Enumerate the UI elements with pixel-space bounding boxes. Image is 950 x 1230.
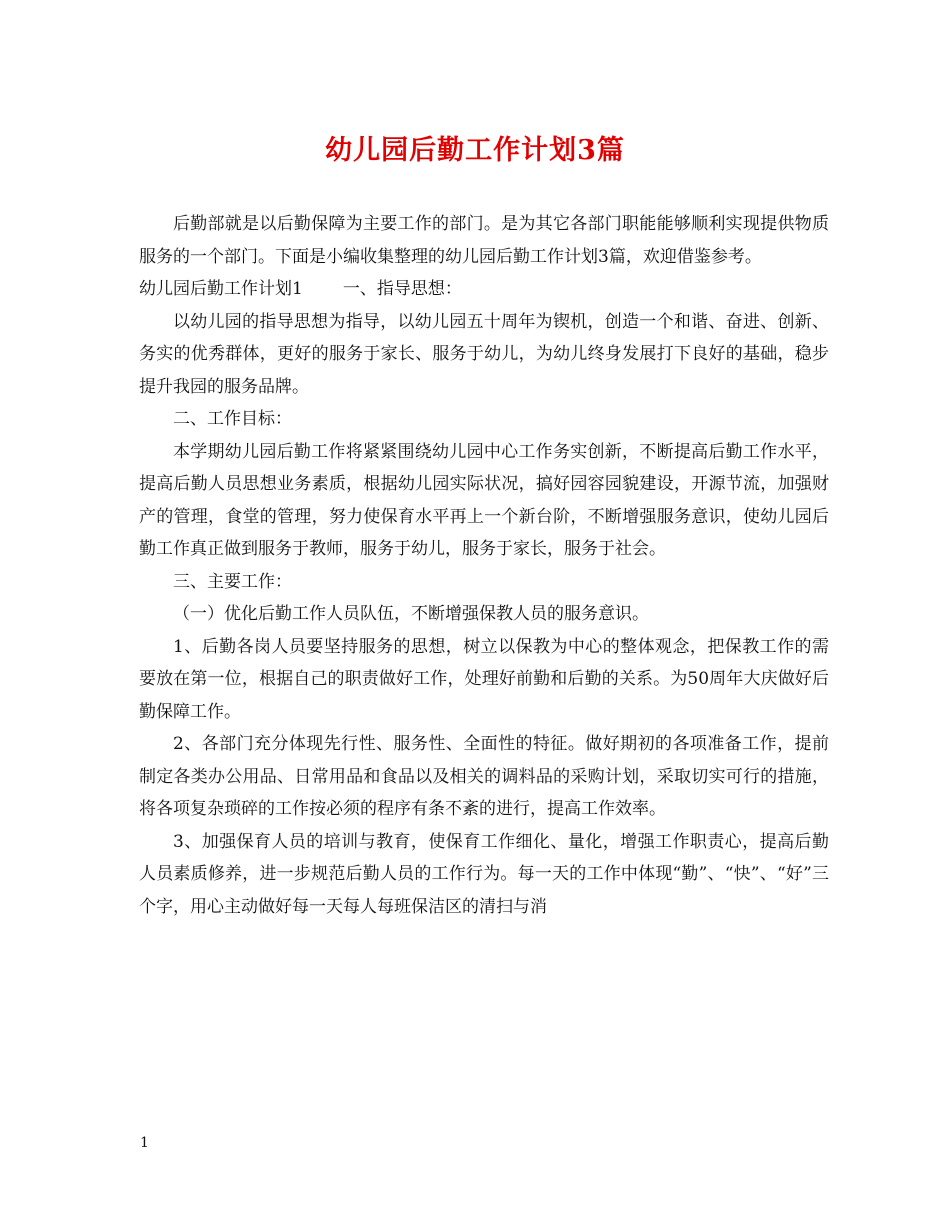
document-title: 幼儿园后勤工作计划3篇 [325, 135, 625, 166]
section1-paragraph: 以幼儿园的指导思想为指导，以幼儿园五十周年为锲机，创造一个和谐、奋进、创新、务实的优秀群体，更好的服务于家长、服务于幼儿，为幼儿终身发展打下良好的基础，稳步提升我园的服务品牌。 [139, 311, 829, 397]
section2-heading: 二、工作目标： [173, 409, 292, 429]
section1-heading: 一、指导思想： [342, 279, 462, 299]
section2-paragraph: 本学期幼儿园后勤工作将紧紧围绕幼儿园中心工作务实创新，不断提高后勤工作水平，提高后勤人员思想业务素质，根据幼儿园实际状况，搞好园容园貌建设，开源节流，加强财产的管理，食堂的管理，努力使保育水平再上一个新台阶，不断增强服务意识，使幼儿园后勤工作真正做到服务于教师，服务于幼儿，服务于家长，服务于社会。 [139, 441, 829, 559]
document-body [139, 208, 829, 923]
item2-paragraph: 2、各部门充分体现先行性、服务性、全面性的特征。做好期初的各项准备工作，提前制定各类办公用品、日常用品和食品以及相关的调料品的采购计划，采取切实可行的措施，将各项复杂琐碎的工作按必须的程序有条不紊的进行，提高工作效率。 [139, 734, 829, 819]
page-number: 1 [140, 1135, 149, 1151]
intro-paragraph: 后勤部就是以后勤保障为主要工作的部门。是为其它各部门职能能够顺利实现提供物质服务的一个部门。下面是小编收集整理的幼儿园后勤工作计划3篇，欢迎借鉴参考。 [139, 214, 829, 267]
section3-heading: 三、主要工作： [173, 571, 292, 592]
item3-paragraph: 3、加强保育人员的培训与教育，使保育工作细化、量化，增强工作职责心，提高后勤人员素质修养，进一步规范后勤人员的工作行为。每一天的工作中体现“勤”、“快”、“好”三个字，用心主动做好每一天每人每班保洁区的清扫与消 [139, 831, 829, 917]
plan-heading: 幼儿园后勤工作计划1 [139, 279, 303, 299]
item1-paragraph: 1、后勤各岗人员要坚持服务的思想，树立以保教为中心的整体观念，把保教工作的需要放在第一位，根据自己的职责做好工作，处理好前勤和后勤的关系。为50周年大庆做好后勤保障工作。 [139, 636, 829, 722]
subsection1-heading: （一）优化后勤工作人员队伍，不断增强保教人员的服务意识。 [173, 604, 649, 624]
plan-heading-line [139, 273, 829, 306]
